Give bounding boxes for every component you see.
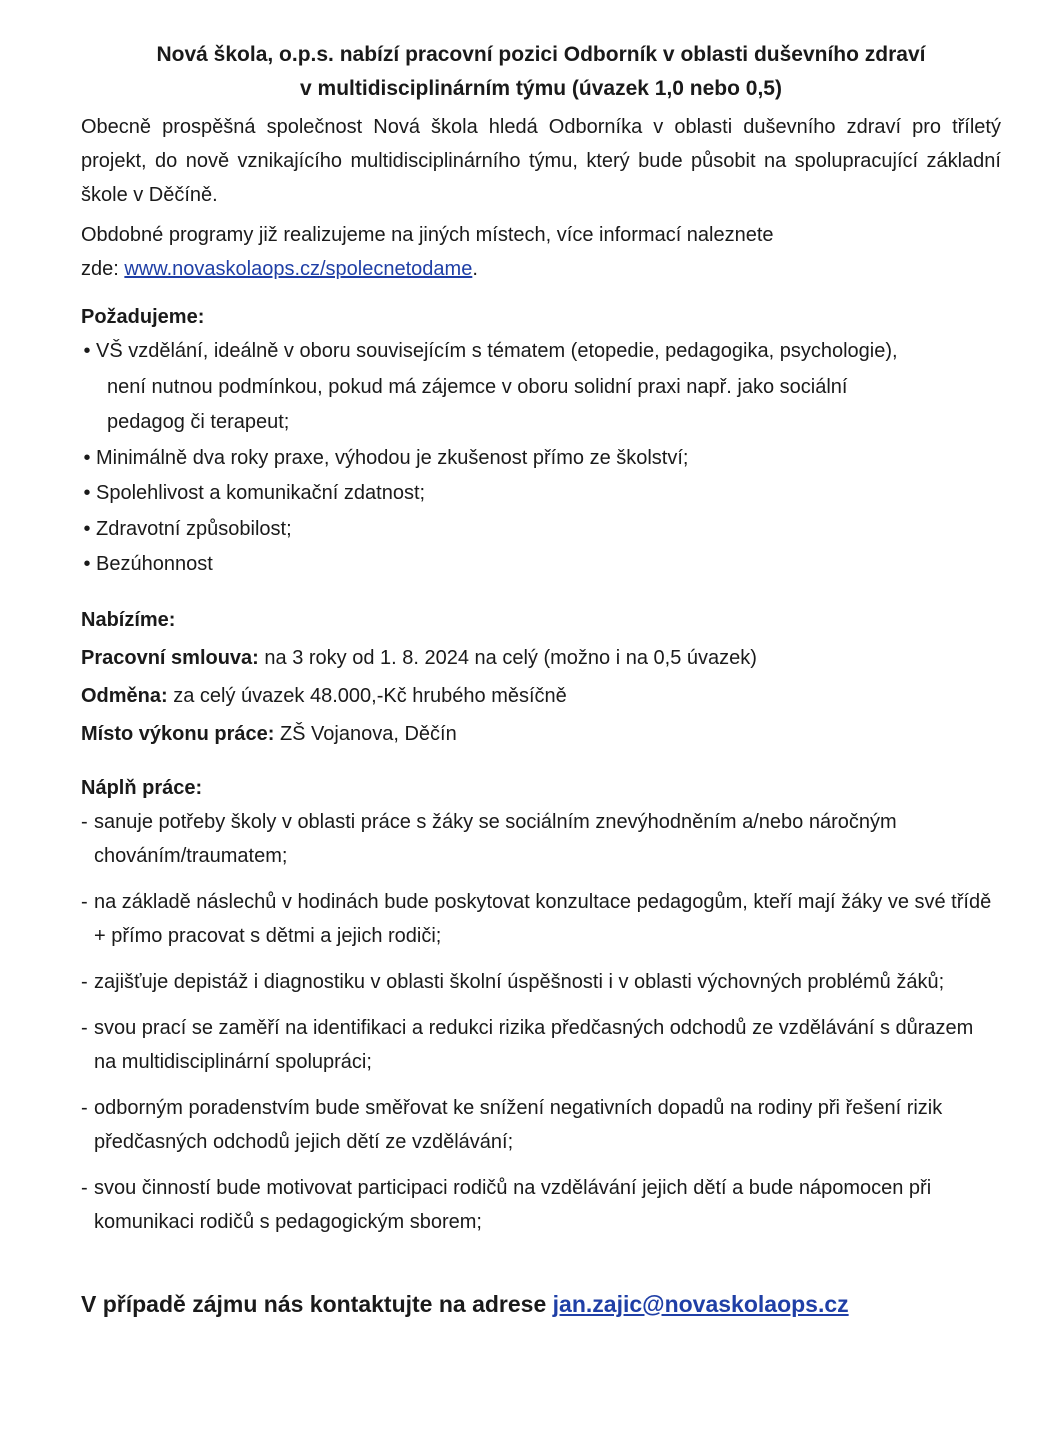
duty-text: sanuje potřeby školy v oblasti práce s žáky se sociálním znevýhodněním a/nebo náročným chováním/traumatem; <box>94 810 897 867</box>
list-item <box>81 476 1001 512</box>
list-item <box>81 1171 1001 1239</box>
contract-label: Pracovní smlouva: <box>81 646 259 669</box>
bullet-icon: • <box>83 482 91 504</box>
duty-text: na základě náslechů v hodinách bude poskytovat konzultace pedagogům, kteří mají žáky ve své třídě + přímo pracovat s dětmi a jejich rodiči; <box>94 890 992 947</box>
dash-marker: - <box>81 970 88 993</box>
bullet-icon: • <box>83 446 91 469</box>
duty-text: svou činností bude motivovat participaci rodičů na vzdělávání jejich dětí a bude nápomocen při komunikaci rodičů s pedagogickým sborem; <box>94 1176 932 1233</box>
duty-text: svou prací se zaměří na identifikaci a redukci rizika předčasných odchodů ze vzdělávání s důrazem na multidisciplinární spolupráci; <box>94 1016 974 1073</box>
place-label: Místo výkonu práce: <box>81 722 275 745</box>
place-row <box>81 715 1001 753</box>
dash-marker: - <box>81 1016 88 1039</box>
programs-text-prefix: zde: <box>81 258 125 280</box>
programs-suffix: . <box>472 258 478 280</box>
requirements-heading: Požadujeme: <box>81 306 205 328</box>
list-item <box>81 547 1001 583</box>
dash-marker: - <box>81 890 88 913</box>
requirement-text: Minimálně dva roky praxe, výhodou je zkušenost přímo ze školství; <box>96 446 689 469</box>
requirement-continuation-1: není nutnou podmínkou, pokud má zájemce v oboru solidní praxi např. jako sociální <box>107 375 848 398</box>
bullet-icon: • <box>83 517 91 540</box>
dash-marker: - <box>81 1176 88 1199</box>
dash-marker: - <box>81 1096 88 1119</box>
contact-line <box>81 1287 1001 1321</box>
requirement-text: Spolehlivost a komunikační zdatnost; <box>96 482 426 504</box>
programs-paragraph <box>81 218 1001 286</box>
bullet-icon: • <box>83 340 91 362</box>
list-item <box>81 965 1001 999</box>
dash-marker: - <box>81 810 88 833</box>
duties-heading: Náplň práce: <box>81 776 203 799</box>
list-item <box>81 1091 1001 1159</box>
requirement-continuation-2: pedagog či terapeut; <box>107 411 290 433</box>
programs-text-line1: Obdobné programy již realizujeme na jiných místech, více informací naleznete <box>81 224 774 246</box>
programs-link[interactable]: www.novaskolaops.cz/spolecnetodame <box>124 258 473 280</box>
offer-heading: Nabízíme: <box>81 608 176 631</box>
contact-email-link[interactable]: jan.zajic@novaskolaops.cz <box>552 1290 849 1317</box>
list-item <box>81 885 1001 953</box>
requirement-text: VŠ vzdělání, ideálně v oboru souvisejícím s tématem (etopedie, pedagogika, psychologie), <box>96 340 898 362</box>
duty-text: zajišťuje depistáž i diagnostiku v oblasti školní úspěšnosti i v oblasti výchovných problémů žáků; <box>94 970 945 993</box>
requirement-text: Zdravotní způsobilost; <box>96 517 292 540</box>
requirements-list <box>81 334 1001 583</box>
bullet-icon: • <box>83 553 91 575</box>
list-item <box>81 441 1001 477</box>
reward-value: za celý úvazek 48.000,-Kč hrubého měsíčně <box>167 684 567 707</box>
title-line-1: Nová škola, o.p.s. nabízí pracovní pozici Odborník v oblasti duševního zdraví <box>156 43 926 66</box>
job-posting-document <box>81 38 1001 1321</box>
reward-label: Odměna: <box>81 684 168 707</box>
title-line-2: v multidisciplinárním týmu (úvazek 1,0 nebo 0,5) <box>300 77 782 100</box>
intro-paragraph: Obecně prospěšná společnost Nová škola hledá Odborníka v oblasti duševního zdraví pro tříletý projekt, do nově vznikajícího multidisciplinárního týmu, který bude působit na spolupracující základní škole v Děčíně. <box>81 116 1001 206</box>
list-item <box>81 1011 1001 1079</box>
reward-row <box>81 677 1001 715</box>
contact-text: V případě zájmu nás kontaktujte na adrese <box>81 1290 553 1317</box>
place-value: ZŠ Vojanova, Děčín <box>274 722 457 745</box>
contract-value: na 3 roky od 1. 8. 2024 na celý (možno i na 0,5 úvazek) <box>258 646 757 669</box>
duty-text: odborným poradenstvím bude směřovat ke snížení negativních dopadů na rodiny při řešení rizik předčasných odchodů jejich dětí ze vzdělávání; <box>94 1096 943 1153</box>
duties-list <box>81 805 1001 1239</box>
requirement-text: Bezúhonnost <box>96 553 213 575</box>
list-item <box>81 512 1001 548</box>
contract-row <box>81 639 1001 677</box>
list-item <box>81 334 1001 441</box>
page-title <box>81 38 1001 106</box>
list-item <box>81 805 1001 873</box>
